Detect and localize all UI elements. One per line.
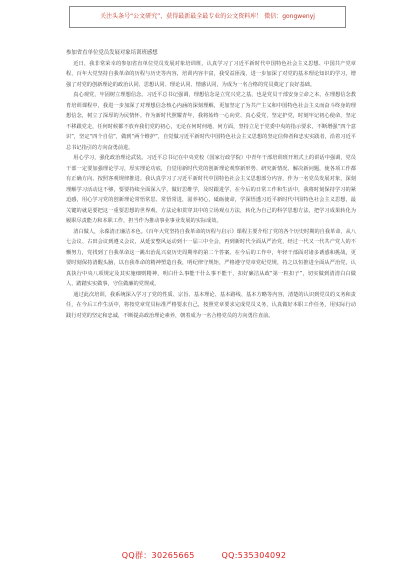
promo-banner [69, 6, 346, 28]
paragraph-conclusion: 通过此次培训，我系统深入学习了党的性质、宗旨、基本理论、基本路线、基本方略等内容，清楚的认识到党员的义务和责任，在今后工作生活中，将按党章党员标准严格要求自己，按照党章要求完成党员义务，认真做好本职工作任务，用实际行动践行对党的坚定和忠诚，不断提高政治理论素养，朝着成为一名合格党员的方向勇往直前。 [66, 291, 356, 319]
paragraph-ideals: 真心观党，牢固树立理想信念。习近平总书记强调，理想信念是立党兴党之基，也是党员干部安身立命之本。在理想信念教育培训课程中，我进一步加深了对理想信念核心内涵的深刻理解，更加坚定了为共产主义和中国特色社会主义而奋斗终身的理想信念，树立了深厚的为民情怀。作为新时代照耀青年，我将始终一心向党、真心爱党，坚定护党，时刻牢记初心使命，坚定不移跟党走，任何时候都不放弃我们党的初心，无论在何时何地、何方面，坚持立足于党委中央的指示要求，不断增强“四个意识”，坚定“四个自信”，做到“两个维护”，自觉做习近平新时代中国特色社会主义思想的坚定信仰者和忠实实践者，沿着习近平总书记指引的方向奋勇前进。 [66, 92, 356, 151]
paragraph-integrity: 清白做人，永葆清正廉洁本色。《百年大党坚持自我革命的历程与启示》课程主要介绍了党的各个历史时期的自我革命，从八七会议、古田会议到遵义会议，从延安整风运动到十一届三中全会，再到新时代全面从严治党，经过一代又一代共产党人的不懈努力，党找到了自我革命这一跳出治乱兴衰历史周期率的第二个答案。在今后的工作中，年轻干部面对诸多诱惑和挑战，更要时刻保持清醒头脑，以自我革命的精神塑造自我，明纪律守规矩，严格遵守党章党纪党规，持之以恒推进全面从严治党，认真执行中央八项规定及其实施细则精神，明白什么事能干什么事不能干，扣好廉洁从政“第一粒扣子”，切实做到清清白白做人、踏踏实实做事，守住做廉的党规戒。 [66, 228, 356, 287]
footer-contact [0, 547, 408, 565]
footer-qq: QQ:535304092 [221, 551, 287, 560]
footer-qq-group: QQ群：30265665 [121, 551, 195, 560]
document-title: 参加省直单位党员发展对象培训班感想 [66, 50, 158, 56]
document-body [66, 48, 356, 321]
promo-banner-text: 关注头条号“公文研究”，获得最新最全最专业的公文资料库！ 微信：gongwenyj [100, 13, 315, 20]
paragraph-study: 用心学习，强化政治理论武装。习近平总书记在中央党校（国家行政学院）中青年干部培训班开班式上的讲话中强调，党员干部一定要加强理论学习，厚实理论功底，自觉用新时代党的创新理论观察新形势、研究新情况、解决新问题，使各项工作都有正确方向、按照客观规律推进。我认真学习了习近平新时代中国特色社会主义思想部分内容，作为一名党员发展对象，深刻理解学习活动这不够，要要持续全面深入学，做好思维学，及时跟进学，在今后的日常工作和生活中，我将时刻保持学习的紧迫感，用心学习党的创新理论常悟常思、常悟常进，滋养初心，砥砺使命，学深悟透习近平新时代中国特色社会主义思想，最关键的就是要把这一重要思想的世界观、方法论和贯穿其中的立场观点方法，转化为自己的科学思想方法，把学习成果转化为履职尽责能力和本职工作，担当作为推动事业事业发展的实际成效。 [66, 155, 356, 224]
paragraph-intro: 近日，我非常荣幸的参加省直单位党员发展对象培训班，认真学习了习近平新时代中国特色社会主义思想、中国共产党章程、百年大党坚持自我革命的历程与历史等内容，培训内容丰富，我受益匪浅，进一步加深了对党的基本理论知识的学习，增强了对党的创新理论的政治认同、思想认同、理论认同、情感认同，为成为一名合格的党员奠定了良好基础。 [66, 60, 356, 88]
